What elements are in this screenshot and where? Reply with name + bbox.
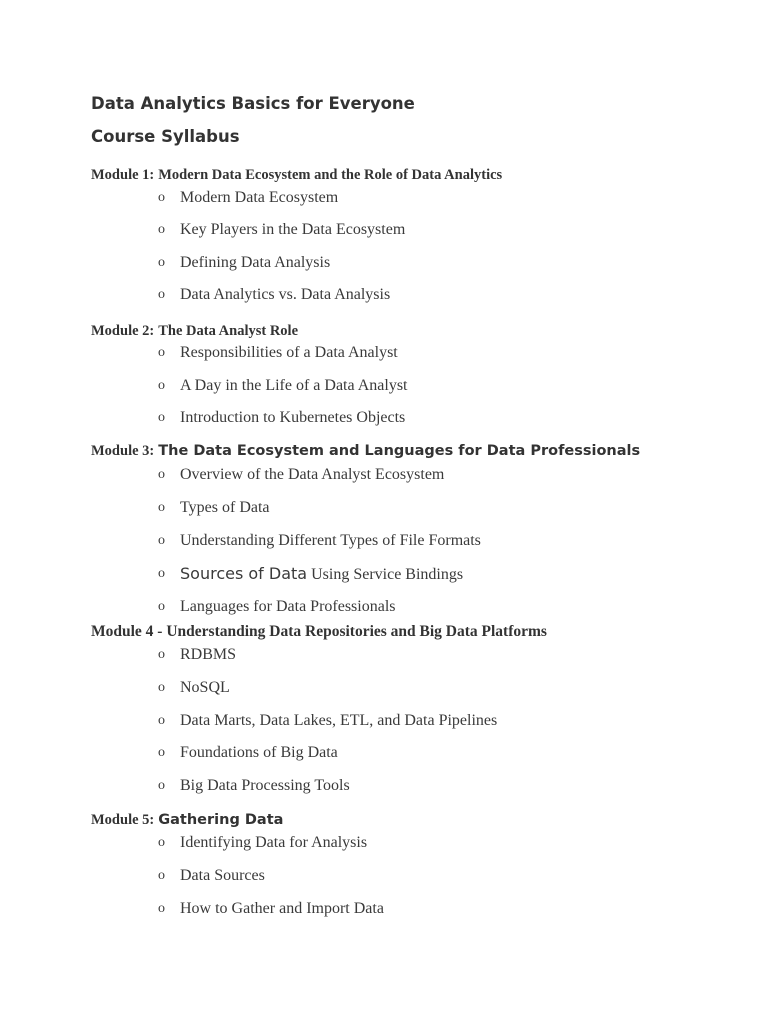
bullet-icon: o [158, 599, 165, 614]
topic-text: Responsibilities of a Data Analyst [180, 344, 398, 361]
bullet-icon: o [158, 255, 165, 270]
module-title: Gathering Data [158, 812, 284, 828]
bullet-icon: o [158, 713, 165, 728]
topic-text: Key Players in the Data Ecosystem [180, 221, 406, 238]
topic-text: Overview of the Data Analyst Ecosystem [180, 466, 445, 483]
topic-text: Understanding Different Types of File Formats [180, 532, 481, 549]
document-title: Data Analytics Basics for Everyone [91, 94, 415, 113]
bullet-icon: o [158, 467, 165, 482]
bullet-icon: o [158, 378, 165, 393]
module-number: Module 4 - [91, 623, 163, 640]
module-number: Module 2: [91, 323, 155, 339]
topic-text [180, 563, 463, 586]
bullet-icon: o [158, 222, 165, 237]
module-heading [91, 811, 283, 829]
topic-text: A Day in the Life of a Data Analyst [180, 377, 408, 394]
topic-text: Types of Data [180, 499, 270, 516]
topic-text: RDBMS [180, 646, 237, 663]
topic-text: Modern Data Ecosystem [180, 189, 339, 206]
bullet-icon: o [158, 778, 165, 793]
bullet-icon: o [158, 901, 165, 916]
module-title: The Data Analyst Role [158, 323, 299, 339]
topic-text: How to Gather and Import Data [180, 900, 384, 917]
topic-text: Languages for Data Professionals [180, 598, 396, 615]
module-number: Module 1: [91, 167, 155, 183]
module-title: The Data Ecosystem and Languages for Data Professionals [158, 443, 641, 459]
bullet-icon: o [158, 287, 165, 302]
topic-text: Data Marts, Data Lakes, ETL, and Data Pipelines [180, 712, 498, 729]
topic-text: Data Sources [180, 867, 265, 884]
bullet-icon: o [158, 410, 165, 425]
bullet-icon: o [158, 533, 165, 548]
topic-text: Identifying Data for Analysis [180, 834, 368, 851]
module-title: Understanding Data Repositories and Big Data Platforms [166, 623, 547, 640]
bullet-icon: o [158, 868, 165, 883]
module-heading [91, 322, 298, 340]
bullet-icon: o [158, 500, 165, 515]
topic-rest: Using Service Bindings [307, 566, 464, 583]
module-heading [91, 442, 640, 460]
topic-text: Defining Data Analysis [180, 254, 331, 271]
document-subtitle: Course Syllabus [91, 127, 240, 146]
module-heading [91, 166, 502, 184]
module-heading [91, 623, 547, 641]
bullet-icon: o [158, 345, 165, 360]
bullet-icon: o [158, 680, 165, 695]
topic-lead: Sources of Data [180, 564, 308, 583]
module-number: Module 5: [91, 812, 155, 828]
module-title: Modern Data Ecosystem and the Role of Data Analytics [158, 167, 503, 183]
topic-text: Foundations of Big Data [180, 744, 338, 761]
bullet-icon: o [158, 566, 165, 581]
bullet-icon: o [158, 745, 165, 760]
topic-text: Data Analytics vs. Data Analysis [180, 286, 391, 303]
topic-text: NoSQL [180, 679, 230, 696]
module-number: Module 3: [91, 443, 155, 459]
topic-text: Introduction to Kubernetes Objects [180, 409, 406, 426]
topic-text: Big Data Processing Tools [180, 777, 350, 794]
bullet-icon: o [158, 835, 165, 850]
bullet-icon: o [158, 647, 165, 662]
bullet-icon: o [158, 190, 165, 205]
